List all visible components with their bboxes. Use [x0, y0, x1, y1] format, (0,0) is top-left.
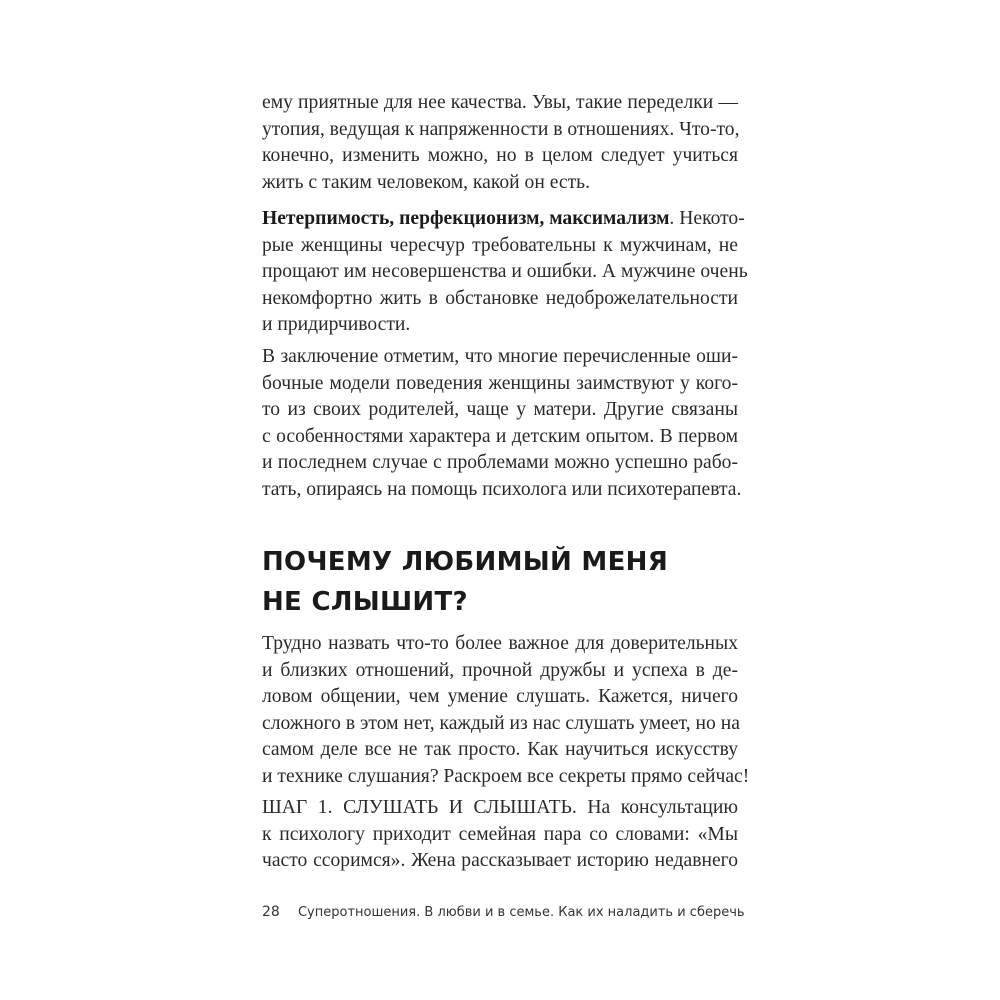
text-fragment: . Некото-: [669, 208, 745, 229]
text-line: [262, 206, 745, 233]
text-line: рые женщины чересчур требовательны к мужчинам, не: [262, 234, 738, 256]
text-line: ловом общении, чем умение слушать. Кажется, ничего: [262, 686, 738, 707]
text-line: ШАГ 1. СЛУШАТЬ И СЛЫШАТЬ. На консультацию: [262, 797, 738, 818]
text-line: прощают им несовершенства и ошибки. А мужчине очень: [262, 261, 748, 282]
text-line: и технике слушания? Раскроем все секреты прямо сейчас!: [262, 765, 750, 787]
section-heading: [262, 542, 668, 622]
page-number: 28: [262, 904, 280, 920]
bold-term: Нетерпимость, перфекционизм, максимализм: [262, 208, 670, 229]
heading-line: ПОЧЕМУ ЛЮБИМЫЙ МЕНЯ: [262, 547, 669, 577]
text-line: бочные модели поведения женщины заимствуют у кого-: [262, 372, 738, 394]
paragraph-5: [262, 795, 738, 875]
text-line: тать, опираясь на помощь психолога или психотерапевта.: [262, 478, 742, 500]
text-line: жить с таким человеком, какой он есть.: [262, 171, 591, 193]
text-line: В заключение отметим, что многие перечисленные оши-: [262, 346, 738, 367]
text-line: самом деле все не так просто. Как научиться искусству: [262, 739, 738, 760]
text-line: сложного в этом нет, каждый из нас слушать умеет, но на: [262, 712, 740, 734]
text-line: часто ссоримся». Жена рассказывает историю недавнего: [262, 850, 738, 871]
heading-line: НЕ СЛЫШИТ?: [262, 587, 468, 617]
paragraph-4: [262, 631, 750, 790]
text-line: и последнем случае с проблемами можно успешно рабо-: [262, 452, 738, 473]
paragraph-2: [262, 206, 748, 339]
paragraph-3: [262, 344, 742, 503]
text-line: и близких отношений, прочной дружбы и успеха в де-: [262, 659, 738, 681]
running-title: Суперотношения. В любви и в семье. Как их наладить и сберечь: [297, 905, 745, 920]
page-footer: [262, 904, 745, 920]
text-line: ему приятные для нее качества. Увы, такие переделки —: [262, 92, 738, 113]
text-line: утопия, ведущая к напряженности в отношениях. Что-то,: [262, 118, 740, 140]
text-line: некомфортно жить в обстановке недоброжелательности: [262, 287, 738, 309]
text-line: то из своих родителей, чаще у матери. Другие связаны: [262, 399, 738, 420]
text-line: и придирчивости.: [262, 314, 411, 335]
text-line: с особенностями характера и детским опытом. В первом: [262, 425, 738, 447]
text-line: Трудно назвать что-то более важное для доверительных: [262, 633, 738, 654]
paragraph-1: [262, 90, 738, 196]
text-line: конечно, изменить можно, но в целом следует учиться: [262, 145, 738, 166]
text-line: к психологу приходит семейная пара со словами: «Мы: [262, 823, 738, 845]
